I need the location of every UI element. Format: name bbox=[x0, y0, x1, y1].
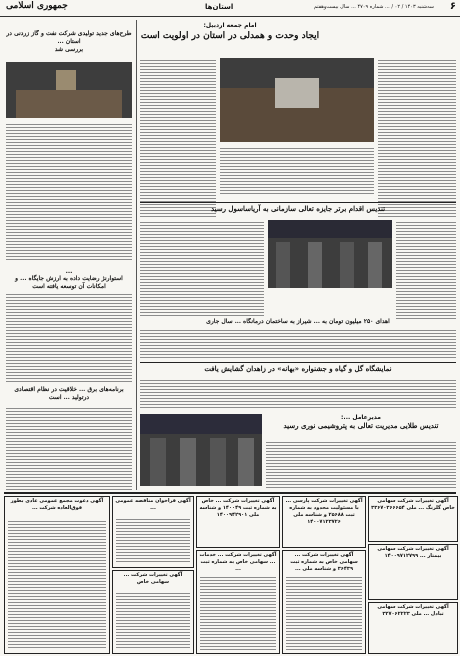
ad-col4a-title: آگهی تغییرات شرکت پارسی ... با مسئولیت محدود به شماره ثبت ۲۵۶۸۸ و شناسه ملی ۱۴۰۰۷۱۲۳۷۲۶ bbox=[285, 498, 363, 525]
ad-col3a-title: آگهی تغییرات شرکت ... خاص به شماره ثبت ۱۴۰۰۴۹ و شناسه ملی ۱۴۰۰۹۴۲۹۰۱ bbox=[199, 498, 277, 518]
left-low-body bbox=[6, 406, 132, 490]
lead-body-left bbox=[140, 58, 216, 218]
ad-col2a-text bbox=[116, 517, 190, 564]
ad-col5b bbox=[368, 544, 458, 600]
date-line: سه‌شنبه ۱۴۰۳ / ۰۲ / ... شماره ۴۷۰۹ ... سال بیست‌وهفتم bbox=[313, 4, 434, 10]
column-divider bbox=[136, 20, 137, 490]
ad-col5c bbox=[368, 602, 458, 654]
bottom-kicker: مدیرعامل ...: bbox=[341, 414, 381, 421]
bottom-photo bbox=[140, 414, 262, 486]
award-photo bbox=[268, 220, 392, 288]
left-top-story bbox=[6, 30, 132, 54]
left-top-body bbox=[6, 122, 132, 262]
ad-col4b-title: آگهی تغییرات شرکت ... سهامی خاص به شماره ثبت ۳۶۴۳۹ و شناسه ملی ... bbox=[290, 552, 358, 572]
ad-col2b-title: آگهی تغییرات شرکت ... سهامی خاص bbox=[123, 572, 183, 585]
award-body-right bbox=[396, 220, 456, 320]
ad-col2a bbox=[112, 496, 194, 568]
ad-col3b bbox=[196, 550, 280, 654]
ad-col2b-text bbox=[116, 591, 190, 650]
lead-photo bbox=[220, 58, 374, 142]
ad-col2b bbox=[112, 570, 194, 654]
bottom-story bbox=[266, 414, 456, 430]
left-top-photo bbox=[6, 62, 132, 118]
left-mid-body bbox=[6, 292, 132, 382]
exhibition-body bbox=[140, 378, 456, 410]
ad-col4a bbox=[282, 496, 366, 548]
lead-story bbox=[140, 22, 320, 41]
small-item-story bbox=[140, 318, 456, 325]
small-item-body bbox=[140, 328, 456, 358]
left-top-headline: طرح‌های جدید تولیدی شرکت نفت و گاز زردنی در استان ... بررسی شد bbox=[6, 30, 132, 53]
left-low-story bbox=[6, 386, 132, 402]
ad-col4b bbox=[282, 550, 366, 654]
award-headline: تندیس اقدام برتر جایزه تعالی سازمانی به آریاساسول رسید bbox=[210, 204, 386, 213]
award-story bbox=[140, 204, 456, 213]
masthead-logo: جمهوری اسلامی bbox=[6, 1, 68, 11]
section-rule-2 bbox=[140, 362, 456, 363]
ad-col1-title: آگهی دعوت مجمع عمومی عادی بطور فوق‌العاده شرکت ... bbox=[10, 498, 104, 511]
bottom-headline: تندیس طلایی مدیریت تعالی به پتروشیمی نوری رسید bbox=[283, 421, 439, 430]
lead-headline: ایجاد وحدت و همدلی در استان در اولویت است bbox=[140, 31, 320, 41]
lead-body-right bbox=[378, 58, 456, 218]
left-mid-kicker: ... bbox=[65, 268, 73, 275]
ads-rule bbox=[4, 492, 456, 494]
ad-col2a-title: آگهی فراخوان مناقصه عمومی ... bbox=[115, 498, 191, 511]
section-title: استان‌ها bbox=[205, 3, 234, 11]
ad-col3a bbox=[196, 496, 280, 548]
page-number: ۶ bbox=[449, 1, 456, 12]
ad-col5a-title: آگهی تغییرات شرکت سهامی خاص گلرنگ ... ملی ۳۳۶۷۰۳۶۶۶۵۴ bbox=[371, 498, 455, 511]
ad-col3b-title: آگهی تغییرات شرکت ... خدمات ... سهامی خاص به شماره ثبت ... bbox=[199, 552, 277, 572]
lead-kicker: امام جمعه اردبیل: bbox=[203, 22, 257, 29]
exhibition-headline: نمایشگاه گل و گیاه و جشنواره «بهانه» در زاهدان گشایش یافت bbox=[204, 364, 392, 373]
page-header bbox=[0, 0, 460, 17]
exhibition-story bbox=[140, 364, 456, 373]
left-mid-story bbox=[6, 268, 132, 291]
ad-col5a bbox=[368, 496, 458, 542]
small-item-headline: اهدای ۲۵۰ میلیون تومان به ... شیراز به ساختمان درمانگاه ... سال جاری bbox=[206, 318, 390, 325]
section-rule bbox=[140, 202, 456, 203]
ad-col4b-text bbox=[286, 575, 362, 650]
ad-col1 bbox=[4, 496, 110, 654]
ad-col5c-title: آگهی تغییرات شرکت سهامی تبادل ... ملی ۳۲۷۰۶۲۲۲۳ bbox=[377, 604, 449, 617]
ad-col3b-text bbox=[200, 575, 276, 650]
lead-body-bottom bbox=[220, 146, 374, 196]
left-mid-headline: استوارنژ رضایت داده به ارزش جایگاه ... و امکانات آن توسعه یافته است bbox=[15, 275, 123, 290]
ad-col1-text bbox=[8, 519, 106, 650]
ad-col5b-title: آگهی تغییرات شرکت سهامی بیمتار ... ۱۴۰۰۹۷۱۲۷۹۹ bbox=[377, 546, 449, 559]
bottom-body bbox=[266, 440, 456, 488]
award-body-left bbox=[140, 220, 264, 316]
left-low-headline: برنامه‌های برق ... خلاقیت در نظام اقتصادی درتولید ... است bbox=[14, 386, 124, 401]
